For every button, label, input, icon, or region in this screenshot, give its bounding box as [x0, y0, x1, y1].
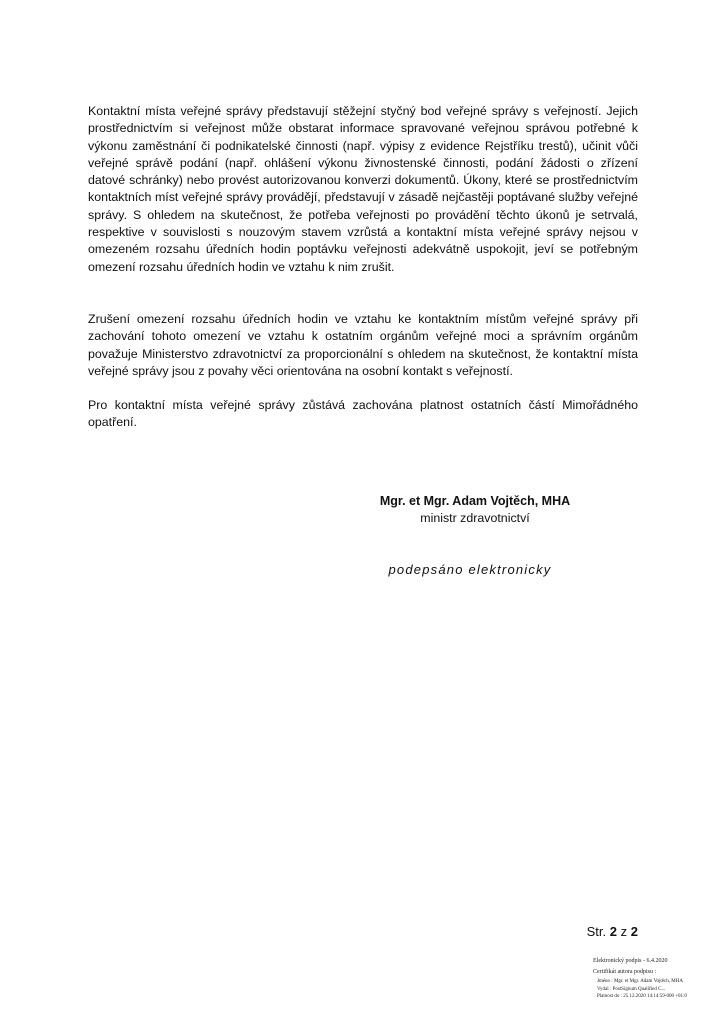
page-prefix: Str. — [586, 924, 607, 939]
esign-issuer: Vydal : PostSignum Qualified C... — [597, 986, 666, 992]
page-current: 2 — [609, 924, 618, 939]
esign-date: Elektronický podpis - 6.4.2020 — [593, 958, 668, 964]
paragraph-validity: Pro kontaktní místa veřejné správy zůstává zachována platnost ostatních částí Mimořádného opatření. — [88, 398, 638, 430]
page-separator: z — [620, 924, 628, 939]
signed-electronically-note: podepsáno elektronicky — [388, 562, 552, 577]
esign-certificate-label: Certifikát autora podpisu : — [593, 969, 657, 975]
paragraph-cancellation: Zrušení omezení rozsahu úředních hodin ve vztahu ke kontaktním místům veřejné správy při zachování tohoto omezení ve vztahu k ostatním orgánům veřejné moci a správním orgánům považuje Ministerstvo zdravotnictví za proporcionální s ohledem na skutečnost, že kontaktní místa veřejné správy jsou z povahy věci orientována na osobní kontakt s veřejností. — [88, 312, 638, 378]
signatory-role: ministr zdravotnictví — [420, 511, 530, 525]
signatory-name: Mgr. et Mgr. Adam Vojtěch, MHA — [379, 494, 571, 508]
esign-validity: Platnost do : 25.12.2020 14:14:59-000 +01:0 — [597, 994, 687, 999]
electronic-signature-stamp — [593, 956, 718, 1001]
paragraph-contact-points: Kontaktní místa veřejné správy představují stěžejní styčný bod veřejné správy s veřejností. Jejich prostřednictvím si veřejnost může obstarat informace spravované veřejnou správou potřebné k výkonu zaměstnání či podnikatelské činnosti (např. výpisy z evidence Rejstříku trestů), učinit vůči veřejné správě podání (např. ohlášení výkonu živnostenské činnosti, podání žádosti o zřízení datové schránky) nebo provést autorizovanou konverzi dokumentů. Úkony, které se prostřednictvím kontaktních míst veřejné správy provádějí, představují v zásadě nejčastěji poptávané služby veřejné správy. S ohledem na skutečnost, že potřeba veřejnosti po provádění těchto úkonů je setrvalá, respektive v souvislosti s nouzovým stavem vzrůstá a kontaktní místa veřejné správy nejsou v omezeném rozsahu úředních hodin poptávku veřejnosti adekvátně uspokojit, jeví se potřebným omezení rozsahu úředních hodin ve vztahu k nim zrušit. — [88, 104, 638, 274]
page-total: 2 — [630, 924, 638, 939]
esign-name: Jméno : Mgr. et Mgr. Adam Vojtěch, MHA — [597, 979, 683, 984]
page-number — [587, 924, 638, 939]
